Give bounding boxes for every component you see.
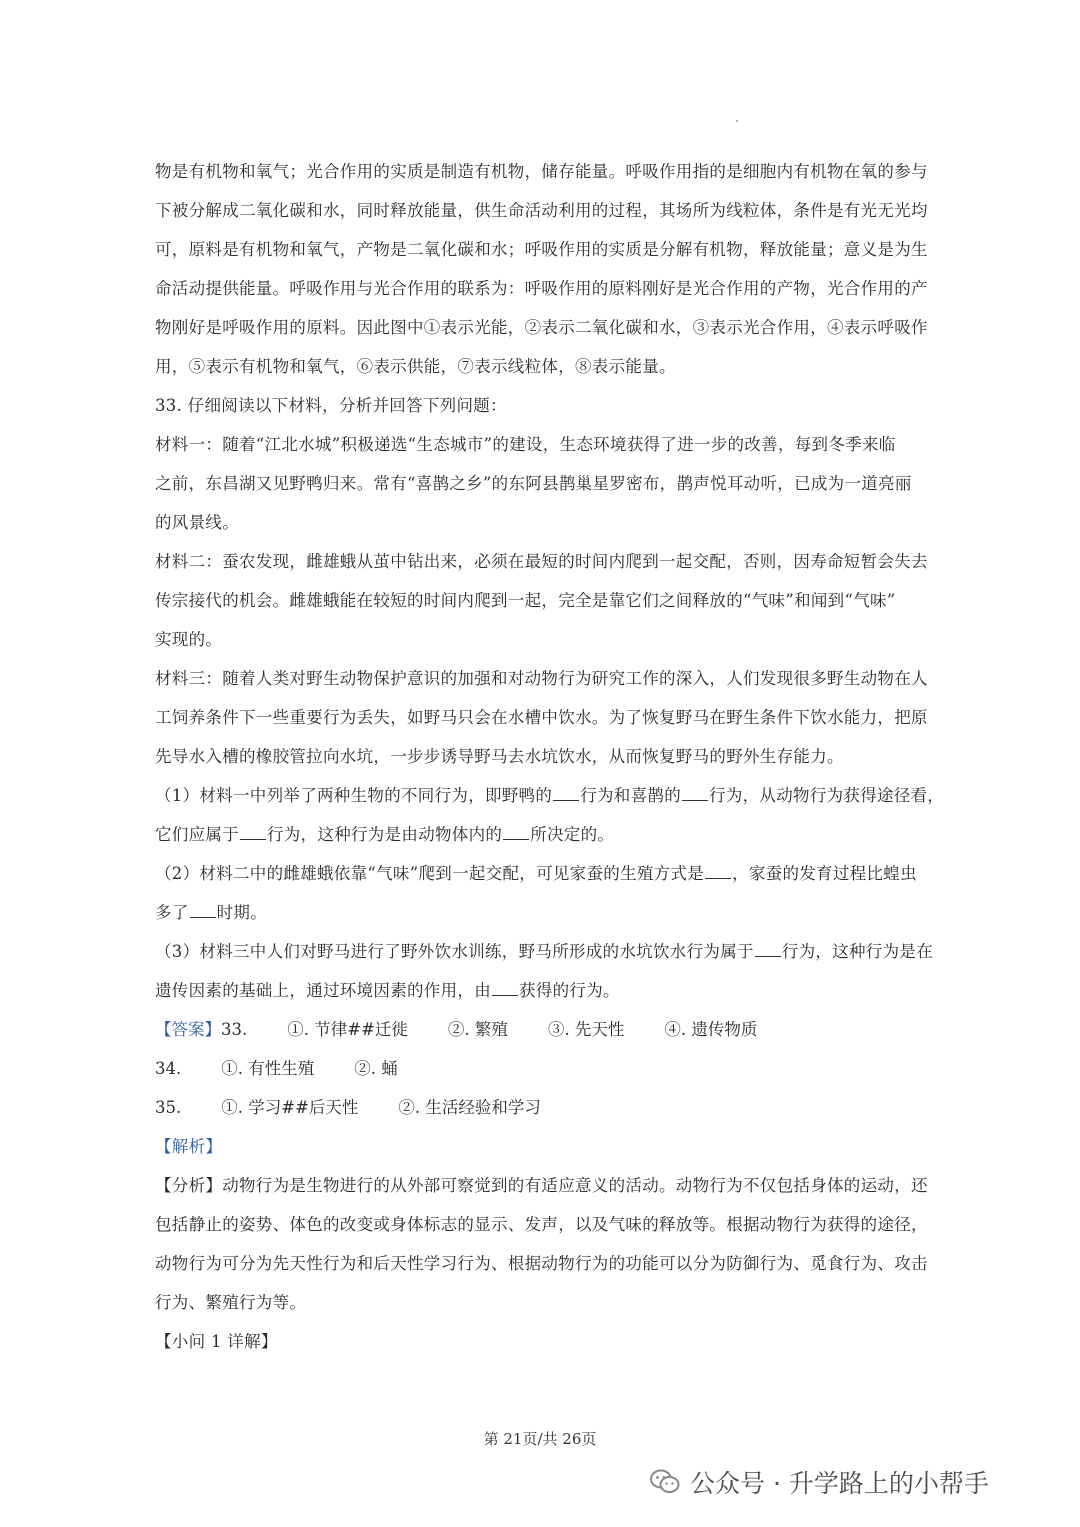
material-3-line: 工饲养条件下一些重要行为丢失，如野马只会在水槽中饮水。为了恢复野马在野生条件下饮水能力，把原: [155, 708, 928, 727]
answer-label: 【答案】: [155, 1020, 221, 1039]
question-33-title: 33. 仔细阅读以下材料，分析并回答下列问题：: [155, 396, 507, 415]
page-number: 第 21页/共 26页: [483, 1430, 597, 1448]
answer-blank: [503, 825, 529, 840]
answer-item: ④. 遗传物质: [664, 1020, 758, 1039]
sub-question-1-detail-heading: 【小问 1 详解】: [155, 1332, 278, 1351]
sub-question-text: 时期。: [216, 903, 268, 922]
text-line: 命活动提供能量。呼吸作用与光合作用的联系为：呼吸作用的原料刚好是光合作用的产物，光合作用的产: [155, 279, 928, 298]
answer-item: ③. 先天性: [547, 1020, 625, 1039]
wechat-icon: [650, 1469, 680, 1495]
fenxi-line: 行为、繁殖行为等。: [155, 1293, 307, 1312]
sub-question-1: [155, 776, 960, 815]
sub-question-text: （3）材料三中人们对野马进行了野外饮水训练，野马所形成的水坑饮水行为属于: [155, 942, 754, 961]
watermark: [650, 1462, 989, 1502]
sub-question-2-cont: [155, 893, 960, 932]
fenxi-line: 动物行为可分为先天性行为和后天性学习行为、根据动物行为的功能可以分为防御行为、觅食行为、攻击: [155, 1254, 928, 1273]
sub-question-2: [155, 854, 960, 893]
answer-blank: [240, 825, 266, 840]
analysis-heading: [155, 1127, 960, 1166]
sub-question-text: （2）材料二中的雌雄蛾依靠“气味”爬到一起交配，可见家蚕的生殖方式是: [155, 864, 705, 883]
material-2-line: 实现的。: [155, 630, 223, 649]
fenxi-label: 【分析】: [155, 1176, 223, 1195]
answer-blank: [553, 786, 579, 801]
answer-item: ①. 学习##后天性: [221, 1098, 359, 1117]
sub-question-3: [155, 932, 960, 971]
sub-question-text: 它们应属于: [155, 825, 239, 844]
sub-question-text: ，家蚕的发育过程比蝗虫: [732, 864, 917, 883]
material-2-line: 传宗接代的机会。雌雄蛾能在较短的时间内爬到一起，完全是靠它们之间释放的“气味”和闻到“气味”: [155, 591, 896, 610]
sub-question-3-cont: [155, 971, 960, 1010]
text-line: 下被分解成二氧化碳和水，同时释放能量，供生命活动利用的过程，其场所为线粒体，条件是有光无光均: [155, 201, 928, 220]
text-line: 物是有机物和氧气；光合作用的实质是制造有机物，储存能量。呼吸作用指的是细胞内有机物在氧的参与: [155, 162, 928, 181]
sub-question-text: 行为，这种行为是由动物体内的: [267, 825, 503, 844]
answer-item: ①. 节律##迁徙: [287, 1020, 408, 1039]
sub-question-text: （1）材料一中列举了两种生物的不同行为，即野鸭的: [155, 786, 553, 805]
answer-blank: [705, 864, 731, 879]
sub-question-text: 行为，这种行为是在: [781, 942, 934, 961]
material-3-line: 材料三：随着人类对野生动物保护意识的加强和对动物行为研究工作的深入，人们发现很多野生动物在人: [155, 669, 928, 688]
page-content: [155, 152, 960, 1361]
answer-blank: [682, 786, 708, 801]
fenxi-line: [155, 1166, 960, 1205]
text-line: 用，⑤表示有机物和氧气，⑥表示供能，⑦表示线粒体，⑧表示能量。: [155, 357, 676, 376]
sub-question-text: 行为，从动物行为获得途径看，: [709, 786, 945, 805]
answer-number: 35.: [155, 1098, 182, 1117]
answer-blank: [190, 903, 216, 918]
answer-34-row: [155, 1049, 960, 1088]
answer-item: ②. 繁殖: [447, 1020, 508, 1039]
fenxi-text: 动物行为是生物进行的从外部可察觉到的有适应意义的活动。动物行为不仅包括身体的运动，还: [222, 1176, 928, 1195]
answer-item: ①. 有性生殖: [221, 1059, 315, 1078]
answer-35-row: [155, 1088, 960, 1127]
answer-number: 34.: [155, 1059, 182, 1078]
material-1-line: 材料一：随着“江北水城”积极递选“生态城市”的建设，生态环境获得了进一步的改善，每到冬季来临: [155, 435, 896, 454]
answer-blank: [492, 981, 518, 996]
sub-question-text: 获得的行为。: [519, 981, 620, 1000]
answer-item: ②. 蛹: [354, 1059, 398, 1078]
scan-speck: [736, 120, 738, 122]
analysis-label: 【解析】: [155, 1137, 223, 1156]
sub-question-text: 遗传因素的基础上，通过环境因素的作用，由: [155, 981, 491, 1000]
material-1-line: 之前，东昌湖又见野鸭归来。常有“喜鹊之乡”的东阿县鹊巢星罗密布，鹊声悦耳动听，已成为一道亮丽: [155, 474, 912, 493]
answer-item: ②. 生活经验和学习: [398, 1098, 541, 1117]
answer-number: 33.: [221, 1020, 248, 1039]
answer-33-row: [155, 1010, 960, 1049]
answer-blank: [755, 942, 781, 957]
text-line: 可，原料是有机物和氧气，产物是二氧化碳和水；呼吸作用的实质是分解有机物，释放能量；意义是为生: [155, 240, 928, 259]
material-2-line: 材料二：蚕农发现，雌雄蛾从茧中钻出来，必须在最短的时间内爬到一起交配，否则，因寿命短暂会失去: [155, 552, 928, 571]
material-1-line: 的风景线。: [155, 513, 239, 532]
material-3-line: 先导水入槽的橡胶管拉向水坑，一步步诱导野马去水坑饮水，从而恢复野马的野外生存能力。: [155, 747, 844, 766]
sub-question-1-cont: [155, 815, 960, 854]
sub-question-text: 多了: [155, 903, 189, 922]
watermark-text: 公众号 · 升学路上的小帮手: [690, 1469, 989, 1498]
fenxi-line: 包括静止的姿势、体色的改变或身体标志的显示、发声，以及气味的释放等。根据动物行为获得的途径，: [155, 1215, 928, 1234]
sub-question-text: 所决定的。: [530, 825, 615, 844]
text-line: 物刚好是呼吸作用的原料。因此图中①表示光能，②表示二氧化碳和水，③表示光合作用，④表示呼吸作: [155, 318, 928, 337]
sub-question-text: 行为和喜鹊的: [580, 786, 682, 805]
